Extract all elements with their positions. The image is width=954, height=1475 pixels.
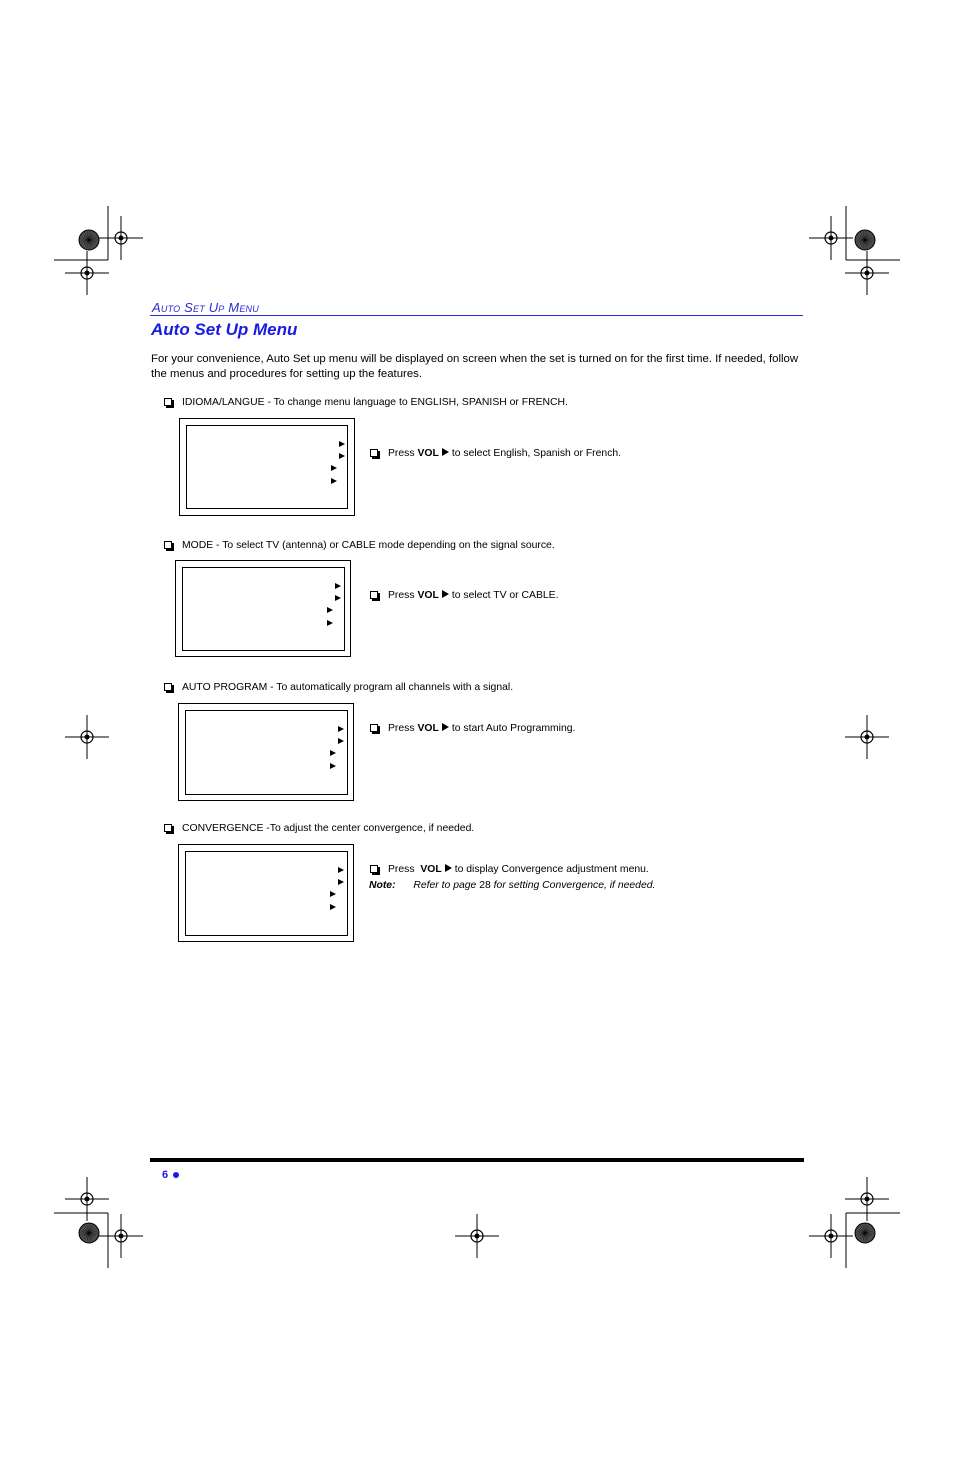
instruction-mode: Press VOL to select TV or CABLE. [370, 590, 558, 601]
section-item-text: AUTO PROGRAM - To automatically program all channels with a signal. [182, 682, 514, 693]
intro-paragraph: For your convenience, Auto Set up menu will be displayed on screen when the set is turned on for the first time. If needed, follow the menus and procedures for setting up the features. [151, 353, 799, 380]
section-item-text: MODE - To select TV (antenna) or CABLE mode depending on the signal source. [182, 540, 555, 551]
page-number: 6 [162, 1169, 169, 1181]
section-item-text: CONVERGENCE -To adjust the center convergence, if needed. [182, 823, 475, 834]
note-page-link[interactable]: 28 [479, 880, 491, 891]
running-header: Auto Set Up Menu [152, 300, 259, 315]
vol-key-label: VOL [417, 448, 439, 459]
section-item-text: IDIOMA/LANGUE - To change menu language to ENGLISH, SPANISH or FRENCH. [182, 397, 568, 408]
vol-key-label: VOL [420, 864, 442, 875]
convergence-note: Note: Refer to page 28 for setting Convergence, if needed. [369, 880, 656, 891]
instruction-convergence: Press VOL to display Convergence adjustment menu. [370, 864, 649, 875]
page-title: Auto Set Up Menu [151, 320, 298, 339]
note-label: Note: [369, 880, 396, 891]
vol-key-label: VOL [417, 590, 439, 601]
instruction-idioma: Press VOL to select English, Spanish or French. [370, 448, 621, 459]
vol-key-label: VOL [417, 723, 439, 734]
instruction-auto-program: Press VOL to start Auto Programming. [370, 723, 575, 734]
